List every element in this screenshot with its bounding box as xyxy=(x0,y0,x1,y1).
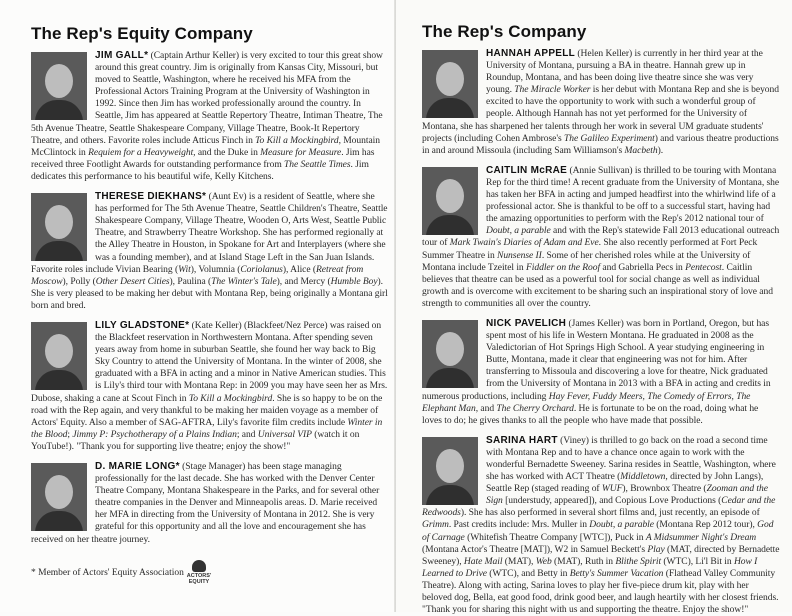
work-title: Nunsense II xyxy=(497,249,542,261)
headshot-photo xyxy=(31,322,87,390)
work-title: God of Carnage xyxy=(422,519,774,543)
actor-name: LILY GLADSTONE* xyxy=(95,319,190,331)
actor-name: NICK PAVELICH xyxy=(486,317,567,329)
bio-text: (Whitefish Theatre Company [WTC]), Puck in xyxy=(464,531,646,543)
bio-caitlin-mcrae xyxy=(422,165,780,310)
headshot-photo xyxy=(422,167,478,235)
actor-name: CAITLIN McRAE xyxy=(486,164,568,176)
bio-text: (Flathead Valley Community Theatre). Along with acting, Sarina loves to play her five-piece drum kit, play with her beloved dog, Bella, eat good food, drink good beer, and laugh heartily with her closest friends. "Thank you for sharing this night with us and supporting the theatre. Enjoy the show!" xyxy=(422,567,779,616)
bio-text: . She also recently performed at Fort Peck Summer Theatre in xyxy=(422,237,758,261)
work-title: Doubt, a parable xyxy=(486,225,551,237)
headshot-photo xyxy=(31,52,87,120)
bio-text: and with the Rep's statewide Fall 2013 educational outreach tour of xyxy=(422,225,780,249)
headshot-photo xyxy=(31,463,87,531)
equity-footnote: * Member of Actors' Equity Association xyxy=(31,567,184,578)
bio-text: . Jim has received three Footlight Awards for outstanding performance from xyxy=(31,146,375,170)
work-title: Other Desert Cities xyxy=(95,275,170,287)
work-title: Hate Mail xyxy=(463,555,503,567)
bio-text: , directed by John Langs), Seattle Rep (staged reading of xyxy=(486,471,764,495)
work-title: The Miracle Worker xyxy=(514,84,591,96)
right-page xyxy=(396,0,792,616)
bio-therese-diekhans xyxy=(31,191,389,312)
actor-name: THERESE DIEKHANS* xyxy=(95,191,207,203)
work-title: Wit xyxy=(178,263,191,275)
headshot-photo xyxy=(422,437,478,505)
bio-d-marie-long xyxy=(31,461,389,546)
actors-equity-logo xyxy=(186,560,212,594)
headshot-photo xyxy=(422,50,478,118)
bio-nick-pavelich xyxy=(422,318,780,427)
bio-jim-gall xyxy=(31,50,389,183)
footer xyxy=(31,560,390,596)
work-title: To Kill a Mockingbird xyxy=(255,134,339,146)
bio-sarina-hart xyxy=(422,435,780,616)
bio-text: ). xyxy=(657,144,664,156)
headshot-photo xyxy=(422,320,478,388)
work-title: Jimmy P: Psychotherapy of a Plains Indian xyxy=(72,428,237,440)
bio-text: (Annie Sullivan) is thrilled to be touring with Montana Rep for the third time! A recent graduate from the University of Montana, she has taken her BFA in acting and jumped headfirst into the whirlwind life of a professional actor. She is thankful to be off to a successful start, having had the amazing opportunities to perform with the Rep's 2012 national tour of xyxy=(486,164,780,225)
work-title: Middletown xyxy=(620,471,666,483)
work-title: Macbeth xyxy=(624,144,658,156)
bio-text: ). She is very pleased to be making her debut with Montana Rep, being originally a Montana girl born and bred. xyxy=(31,275,388,311)
work-title: Betty's Summer Vacation xyxy=(569,567,664,579)
work-title: Hay Fever, Fuddy Meers, The Comedy of Errors, The Elephant Man, xyxy=(422,390,751,414)
work-title: A Midsummer Night's Dream xyxy=(645,531,757,543)
bio-text: ), Paulina ( xyxy=(169,275,212,287)
bio-hannah-appell xyxy=(422,48,780,157)
bio-text: ), Volumnia ( xyxy=(190,263,241,275)
page-title: The Rep's Equity Company xyxy=(31,24,253,43)
work-title: Pentecost xyxy=(685,261,722,273)
bio-text: (WTC), and Betty in xyxy=(486,567,570,579)
bio-text: ; and xyxy=(236,428,258,440)
bio-text: [understudy, appeared]), and Copious Love Productions ( xyxy=(502,495,722,507)
work-title: Zooman and the Sign xyxy=(486,483,768,507)
bio-text: , and the Duke in xyxy=(193,146,261,158)
work-title: The Winter's Tale xyxy=(211,275,277,287)
work-title: WUF xyxy=(601,483,623,495)
bio-text: ). She has also performed in several short films and, just recently, an episode of xyxy=(460,507,760,519)
work-title: To Kill a Mockingbird xyxy=(188,392,273,404)
work-title: Universal VIP xyxy=(257,428,312,440)
work-title: Blithe Spirit xyxy=(615,555,662,567)
bio-text: . Jim dedicates this performance to his beautiful wife, Kelly Kitchens. xyxy=(31,158,369,182)
theatre-mask-icon xyxy=(192,560,206,572)
bio-text: (Stage Manager) has been stage managing professionally for the last decade. She has worked with the Denver Center Theatre Company, Montana Shakespeare in the Parks, and for several other theatre companies in the Denver and Minneapolis areas. D. Marie received her MFA in directing from the University of Montana in 2012. She is very grateful for this opportunity and all the love and encouragement she has received on her theatre journey. xyxy=(31,461,380,545)
bio-text: ), and Mercy ( xyxy=(276,275,331,287)
work-title: Humble Boy xyxy=(330,275,378,287)
work-title: Web xyxy=(535,555,552,567)
bio-text: (MAT), Ruth in xyxy=(551,555,616,567)
bio-text: ), Brownbox Theatre ( xyxy=(622,483,707,495)
work-title: The Seattle Times xyxy=(284,158,351,170)
bio-text: (Viney) is thrilled to go back on the road a second time with Montana Rep and to have a chance once again to work with the wonderful Bernadette Sweeney. Sarina resides in Seattle, Washington, where she has worked with ACT Theatre ( xyxy=(486,434,776,483)
logo-text: ACTORS' EQUITY xyxy=(186,572,212,585)
headshot-photo xyxy=(31,193,87,261)
work-title: Measure for Measure xyxy=(260,146,342,158)
work-title: The Galileo Experiment xyxy=(564,132,655,144)
bio-text: and xyxy=(478,402,497,414)
actor-name: SARINA HART xyxy=(486,434,558,446)
work-title: How I Learned to Drive xyxy=(422,555,758,579)
work-title: Cedar and the Redwoods xyxy=(422,495,776,519)
work-title: Retreat from Moscow xyxy=(31,263,364,287)
work-title: Mark Twain's Diaries of Adam and Eve xyxy=(449,237,599,249)
bio-text: . She is so happy to be on the road with the Rep again, and very thankful to be making her maiden voyage as a member of Actors' Equity. Also a member of SAG-AFTRA, Lily's favorite film credits include xyxy=(31,392,383,428)
bio-text: (watch it on YouTube!). "Thank you for supporting live theatre; enjoy the show!" xyxy=(31,428,360,452)
bio-text: (Captain Arthur Keller) is very excited to tour this great show around this great country. Jim is originally from Kansas City, Missouri, but moved to Seattle, Washington, where he received his MFA from the Professional Actors Training Program at the University of Washington in 1992. Since then Jim has worked professionally around the country. In Seattle, Jim has appeared at Seattle Repertory Theatre, Intiman Theatre, The 5th Avenue Theatre, Seattle Shakespeare Company, Village Theatre, Book-It Repertory Theatre, and others. Favorite roles include Atticus Finch in xyxy=(31,50,383,146)
left-page xyxy=(0,0,396,612)
bio-text: is her debut with Montana Rep and she is beyond excited to have the opportunity to work with such a wonderful group of people. Although Hannah has not yet performed for the University of Montana, she has sharpened her talents through her work in several UM graduate students' projects (including Cohen Ambrose's xyxy=(422,84,779,144)
bio-text: (Helen Keller) is currently in her third year at the University of Montana, pursuing a BA in theatre. Hannah grew up in Roundup, Montana, and has been doing live theatre since she was very young. xyxy=(486,48,763,96)
bio-text: (Kate Keller) (Blackfeet/Nez Perce) was raised on the Blackfeet reservation in Northwestern Montana. After spending seven years away from home in suburban Seattle, she found her way back to Big Sky Country to attend the University of Montana. In the winter of 2008, she graduated with a BFA in acting and a minor in Native American studies. This is Lily's third tour with Montana Rep: in 2009 you may have seen her as Mrs. Dubose, shaking a cane at Scout Finch in xyxy=(31,319,388,404)
bio-text: ; xyxy=(67,428,73,440)
actor-name: D. MARIE LONG* xyxy=(95,461,180,472)
bio-text: (MAT), xyxy=(502,555,536,567)
bio-lily-gladstone xyxy=(31,320,389,453)
bio-text: . He is fortunate to be on the road, doing what he loves to do; he gives thanks to all the people who have made that possible. xyxy=(422,402,759,426)
bio-text: , Mountain McClintock in xyxy=(31,134,380,158)
bio-text: ), Alice ( xyxy=(282,263,317,275)
work-title: Doubt, a parable xyxy=(589,519,654,531)
actor-name: JIM GALL* xyxy=(95,50,149,61)
bio-text: ) and various theatre productions in and around Missoula (including Sam Williamson's xyxy=(422,132,779,156)
actor-name: HANNAH APPELL xyxy=(486,48,576,59)
bio-text: ), Polly ( xyxy=(62,275,96,287)
bio-text: (Montana Rep 2012 tour), xyxy=(653,519,758,531)
work-title: Winter in the Blood xyxy=(31,416,383,440)
work-title: Grimm xyxy=(422,519,449,531)
work-title: Fiddler on the Roof xyxy=(526,261,601,273)
page-title: The Rep's Company xyxy=(422,22,587,41)
bio-text: . Past credits include: Mrs. Muller in xyxy=(448,519,590,531)
bio-text: . Some of her cherished roles while at the University of Montana include Tzeitel in xyxy=(422,249,751,273)
work-title: Play xyxy=(647,543,665,555)
bio-text: . Caitlin believes that theatre can be used as a powerful tool for social change as well as individual growth and is overcome with excitement to be sharing such an inspirational story of love and strength to communities all over the country. xyxy=(422,261,773,309)
bio-text: (Aunt Ev) is a resident of Seattle, where she has performed for The 5th Avenue Theatre, Seattle Children's Theatre, Seattle Shakespeare Company, Village Theatre, Wooden O, Arts West, Seattle Public Theatre, and Strawberry Theatre Workshop. She has performed regionally at the Alley Theatre in Houston, in Spokane for Art and Interplayers (where she was a founding member), and at Island Stage Left in the San Juan Islands. Favorite roles include Vivian Bearing ( xyxy=(31,191,388,275)
work-title: Requiem for a Heavyweight xyxy=(88,146,194,158)
bio-text: and Gabriella Pecs in xyxy=(600,261,686,273)
bio-text: (WTC), Li'l Bit in xyxy=(661,555,734,567)
bio-text: (James Keller) was born in Portland, Oregon, but has spent most of his life in Western Montana. He graduated in 2008 as the Valedictorian of Hot Springs High School. A year studying engineering in Butte, Montana, made it clear that engineering was not for him. After transferring to Missoula and discovering a love for theatre, Nick graduated from the University of Montana in 2013 with a BFA in acting and credits in numerous productions, including xyxy=(422,317,771,402)
bio-text: (MAT, directed by Bernadette Sweeney), xyxy=(422,543,780,567)
work-title: The Cherry Orchard xyxy=(496,402,574,414)
bio-text: (Montana Actor's Theatre [MAT]), W2 in Samuel Beckett's xyxy=(422,543,648,555)
work-title: Coriolanus xyxy=(240,263,283,275)
